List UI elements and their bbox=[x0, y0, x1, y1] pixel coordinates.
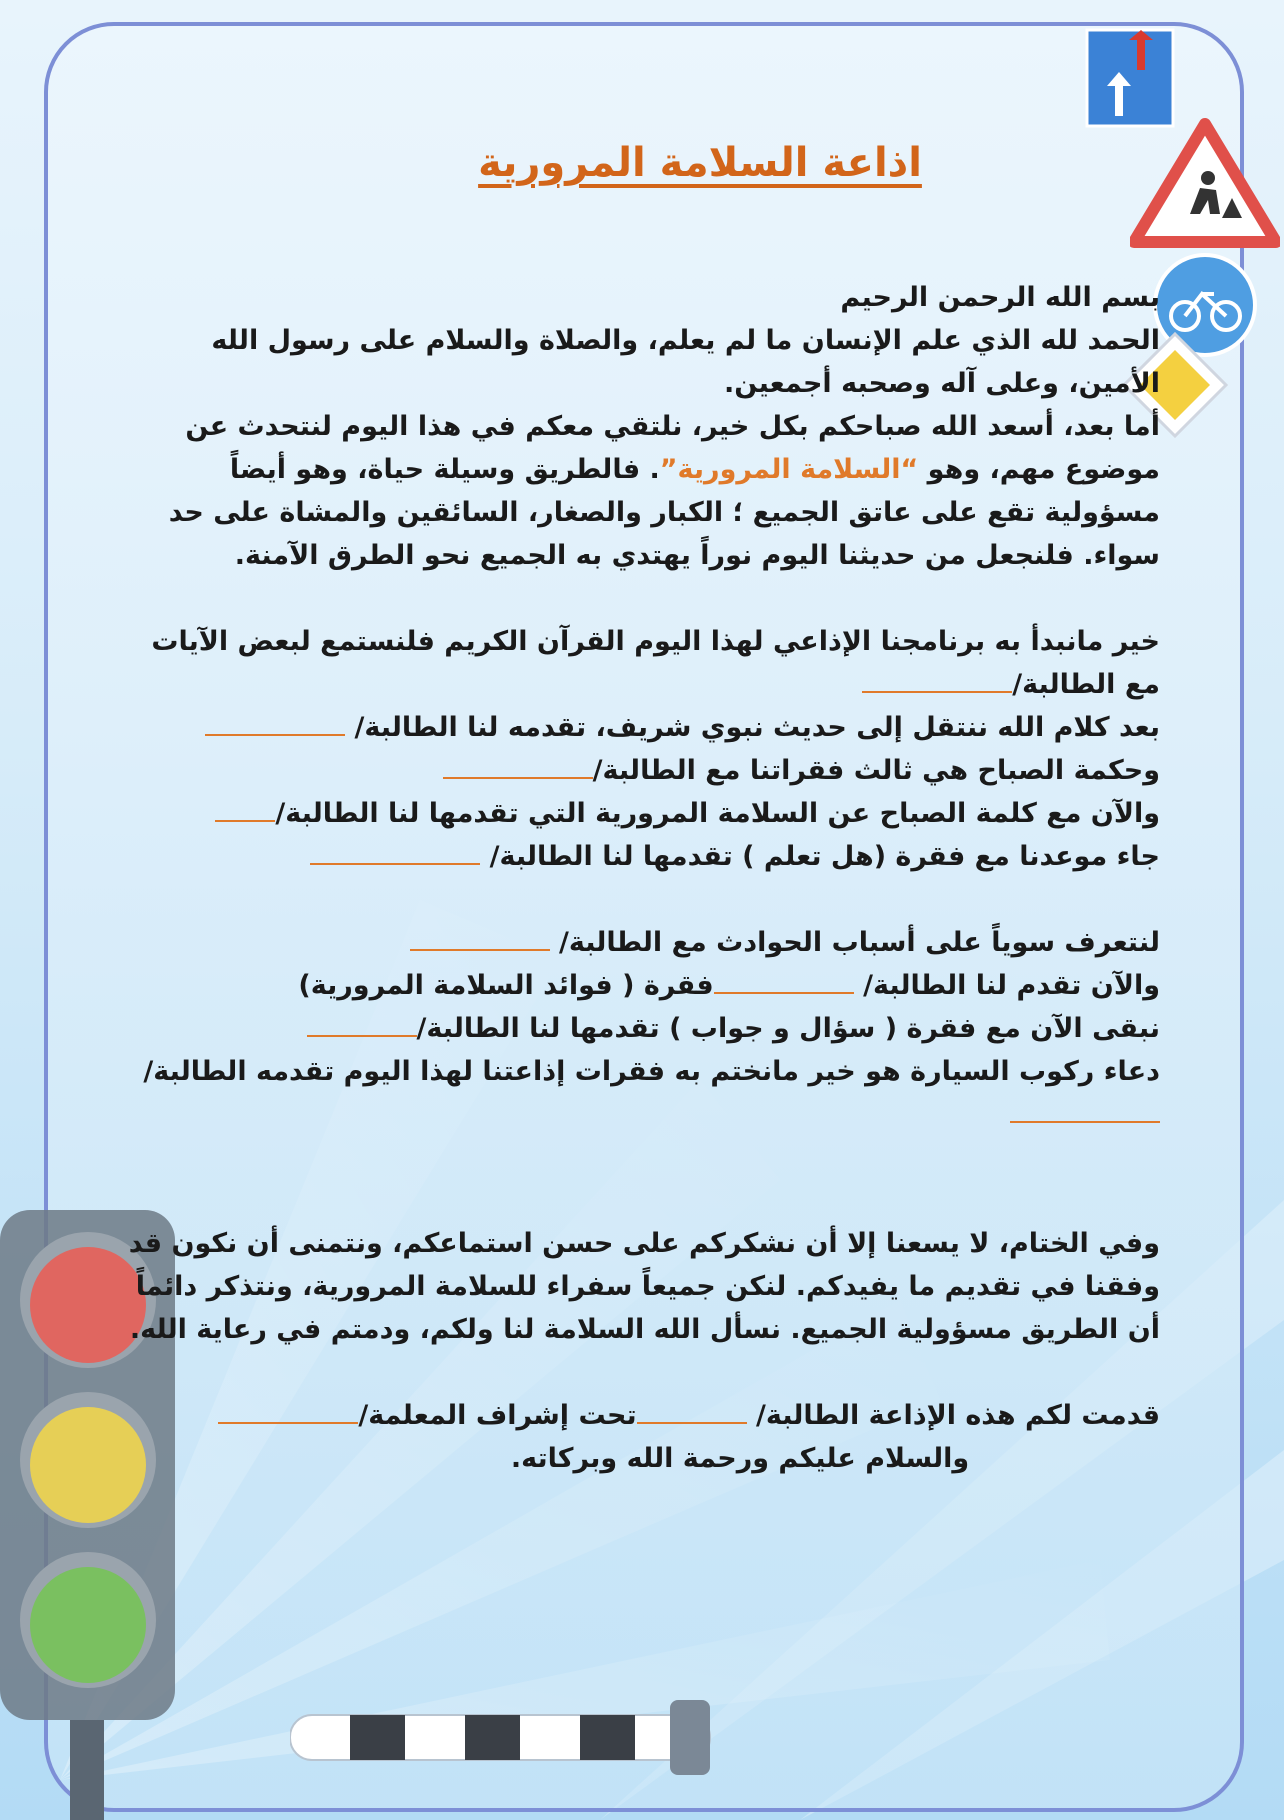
document-body bbox=[120, 140, 1160, 1480]
name-blank bbox=[218, 1396, 358, 1424]
name-blank bbox=[215, 794, 275, 822]
page-title: اذاعة السلامة المرورية bbox=[478, 140, 922, 186]
name-blank bbox=[862, 665, 1012, 693]
speech-text: والآن مع كلمة الصباح عن السلامة المرورية التي تقدمها لنا الطالبة/ bbox=[275, 798, 1160, 829]
qa-line bbox=[120, 1007, 1160, 1050]
speech-line bbox=[120, 792, 1160, 835]
dua-line bbox=[120, 1050, 1160, 1136]
quran-line bbox=[120, 620, 1160, 706]
name-blank bbox=[205, 708, 345, 736]
name-blank bbox=[714, 966, 854, 994]
credits-text-middle: تحت إشراف المعلمة/ bbox=[358, 1400, 637, 1431]
name-blank bbox=[307, 1009, 417, 1037]
name-blank bbox=[637, 1396, 747, 1424]
benefits-line bbox=[120, 964, 1160, 1007]
name-blank bbox=[410, 923, 550, 951]
did-you-know-text: جاء موعدنا مع فقرة (هل تعلم ) تقدمها لنا الطالبة/ bbox=[480, 841, 1160, 872]
intro-text-end: . فالطريق وسيلة حياة، وهو أيضاً مسؤولية تقع على عاتق الجميع ؛ الكبار والصغار، السائقين والمشاة على حد سواء. فلنجعل من حديثنا اليوم نوراً يهتدي به الجميع نحو الطرق الآمنة. bbox=[168, 454, 1160, 571]
accidents-line bbox=[120, 921, 1160, 964]
closing-paragraph: وفي الختام، لا يسعنا إلا أن نشكركم على حسن استماعكم، ونتمنى أن نكون قد وفقنا في تقديم ما يفيدكم. لنكن جميعاً سفراء للسلامة المرورية، ونتذكر دائماً أن الطريق مسؤولية الجميع. نسأل الله السلامة لنا ولكم، ودمتم في رعاية الله. bbox=[128, 1228, 1160, 1345]
intro-paragraph bbox=[120, 405, 1160, 577]
benefits-text-end: فقرة ( فوائد السلامة المرورية) bbox=[298, 970, 714, 1001]
credits-text-start: قدمت لكم هذه الإذاعة الطالبة/ bbox=[746, 1400, 1160, 1431]
benefits-text-start: والآن تقدم لنا الطالبة/ bbox=[853, 970, 1160, 1001]
name-blank bbox=[1010, 1095, 1160, 1123]
wisdom-line bbox=[120, 749, 1160, 792]
did-you-know-line bbox=[120, 835, 1160, 878]
name-blank bbox=[310, 837, 480, 865]
intro-text-start: أما بعد، أسعد الله صباحكم بكل خير، نلتقي معكم في هذا اليوم لنتحدث عن موضوع مهم، وهو bbox=[185, 411, 1160, 485]
topic-highlight: “السلامة المرورية” bbox=[659, 454, 919, 485]
farewell-line: والسلام عليكم ورحمة الله وبركاته. bbox=[510, 1443, 970, 1474]
dua-text: دعاء ركوب السيارة هو خير مانختم به فقرات إذاعتنا لهذا اليوم تقدمه الطالبة/ bbox=[143, 1056, 1160, 1087]
qa-text: نبقى الآن مع فقرة ( سؤال و جواب ) تقدمها لنا الطالبة/ bbox=[416, 1013, 1160, 1044]
one-way-sign-icon bbox=[1085, 28, 1175, 128]
quran-text: خير مانبدأ به برنامجنا الإذاعي لهذا اليوم القرآن الكريم فلنستمع لبعض الآيات مع الطالبة/ bbox=[151, 626, 1160, 700]
wisdom-text: وحكمة الصباح هي ثالث فقراتنا مع الطالبة/ bbox=[592, 755, 1160, 786]
barrier-arm-icon bbox=[290, 1690, 730, 1780]
credits-line bbox=[120, 1394, 1160, 1437]
hadith-text: بعد كلام الله ننتقل إلى حديث نبوي شريف، تقدمه لنا الطالبة/ bbox=[345, 712, 1160, 743]
hamd-paragraph: الحمد لله الذي علم الإنسان ما لم يعلم، والصلاة والسلام على رسول الله الأمين، وعلى آله وصحبه أجمعين. bbox=[211, 325, 1160, 399]
hadith-line bbox=[120, 706, 1160, 749]
name-blank bbox=[443, 751, 593, 779]
basmala: بسم الله الرحمن الرحيم bbox=[840, 282, 1160, 313]
accidents-text: لنتعرف سوياً على أسباب الحوادث مع الطالبة/ bbox=[549, 927, 1160, 958]
